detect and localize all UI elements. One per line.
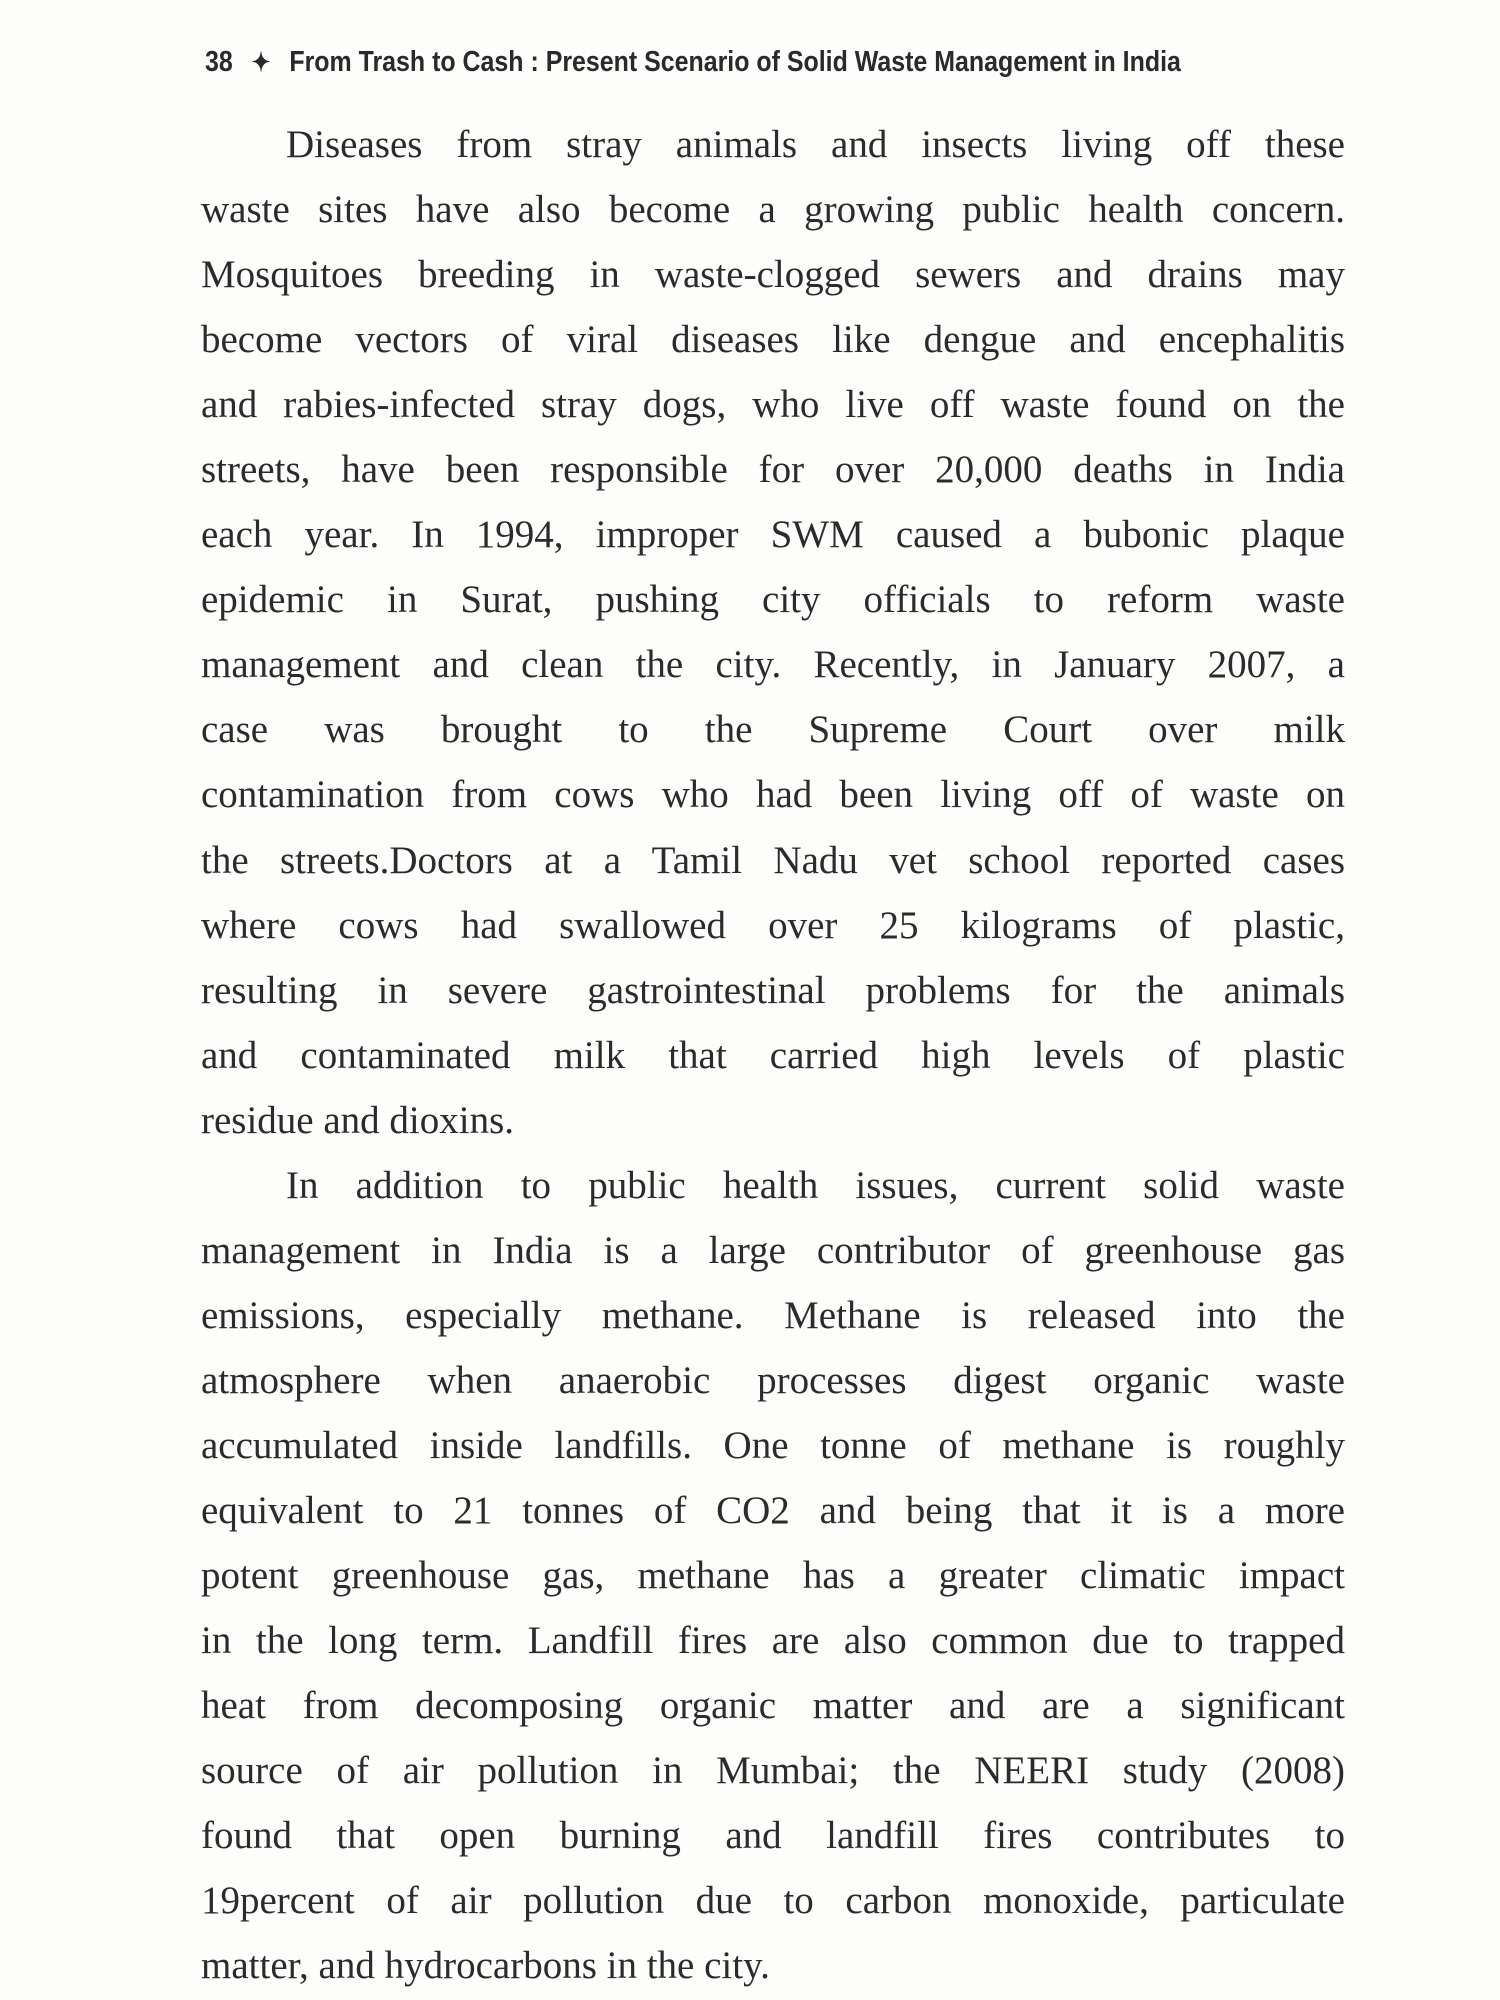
text-line: each year. In 1994, improper SWM caused a bubonic plaque: [201, 513, 1345, 557]
text-line: contamination from cows who had been living off of waste on: [201, 773, 1345, 817]
text-line: Mosquitoes breeding in waste-clogged sewers and drains may: [201, 253, 1345, 297]
text-line: waste sites have also become a growing public health concern.: [201, 188, 1345, 232]
book-title: From Trash to Cash : Present Scenario of Solid Waste Management in India: [289, 46, 1181, 78]
text-line: found that open burning and landfill fires contributes to: [201, 1814, 1345, 1858]
text-line: the streets.Doctors at a Tamil Nadu vet school reported cases: [201, 838, 1345, 882]
text-line: emissions, especially methane. Methane is released into the: [201, 1293, 1345, 1337]
running-header: [205, 46, 1181, 79]
text-line: source of air pollution in Mumbai; the NEERI study (2008): [201, 1749, 1345, 1793]
paragraph: [201, 1153, 1345, 1999]
text-line: management in India is a large contributor of greenhouse gas: [201, 1228, 1345, 1272]
text-line: heat from decomposing organic matter and are a significant: [201, 1684, 1345, 1728]
text-line: potent greenhouse gas, methane has a greater climatic impact: [201, 1554, 1345, 1598]
text-line: atmosphere when anaerobic processes digest organic waste: [201, 1358, 1345, 1402]
text-line: streets, have been responsible for over 20,000 deaths in India: [201, 448, 1345, 492]
text-line: and rabies-infected stray dogs, who live off waste found on the: [201, 383, 1345, 427]
text-line: 19percent of air pollution due to carbon monoxide, particulate: [201, 1879, 1345, 1923]
page-number: 38: [205, 46, 233, 78]
text-line: become vectors of viral diseases like dengue and encephalitis: [201, 318, 1345, 362]
four-point-star-icon: ✦: [251, 47, 271, 77]
text-line: matter, and hydrocarbons in the city.: [201, 1944, 770, 1988]
page-body: [201, 112, 1345, 1998]
text-line: Diseases from stray animals and insects living off these: [286, 123, 1345, 166]
text-line: residue and dioxins.: [201, 1098, 515, 1142]
text-line: in the long term. Landfill fires are also common due to trapped: [201, 1619, 1345, 1663]
text-line: management and clean the city. Recently, in January 2007, a: [201, 643, 1345, 687]
text-line: equivalent to 21 tonnes of CO2 and being that it is a more: [201, 1488, 1345, 1532]
text-line: resulting in severe gastrointestinal problems for the animals: [201, 968, 1345, 1012]
text-line: epidemic in Surat, pushing city officials to reform waste: [201, 578, 1345, 622]
text-line: case was brought to the Supreme Court over milk: [201, 708, 1345, 752]
paragraph: [201, 112, 1345, 1153]
text-line: and contaminated milk that carried high levels of plastic: [201, 1033, 1345, 1077]
text-line: where cows had swallowed over 25 kilograms of plastic,: [201, 903, 1345, 947]
text-line: In addition to public health issues, current solid waste: [286, 1163, 1345, 1207]
text-line: accumulated inside landfills. One tonne of methane is roughly: [201, 1423, 1345, 1467]
